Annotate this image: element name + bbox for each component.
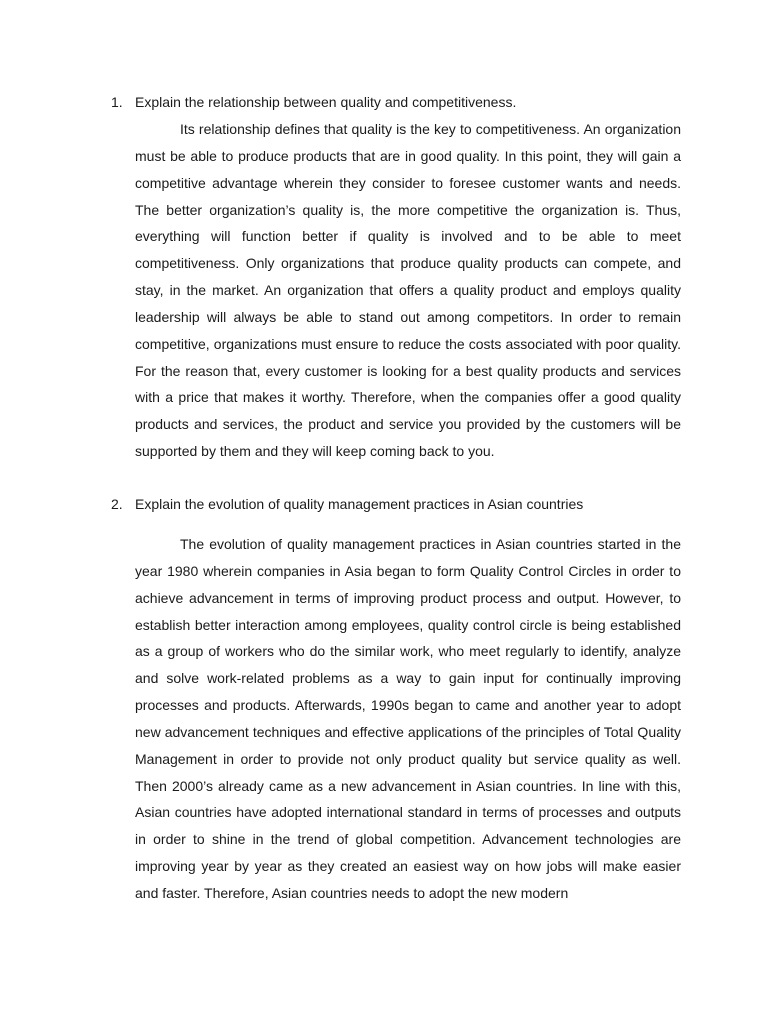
answer-paragraph-2: The evolution of quality management practices in Asian countries started in the year 1980 wherein companies in Asia began to form Quality Control Circles in order to achieve advancement in terms of improving product process and output. However, to establish better interaction among employees, quality control circle is being established as a group of workers who do the similar work, who meet regularly to identify, analyze and solve work-related problems as a way to gain input for continually improving processes and products. Afterwards, 1990s began to came and another year to adopt new advancement techniques and effective applications of the principles of Total Quality Management in order to provide not only product quality but service quality as well. Then 2000’s already came as a new advancement in Asian countries. In line with this, Asian countries have adopted international standard in terms of processes and outputs in order to shine in the trend of global competition. Advancement technologies are improving year by year as they created an easiest way on how jobs will make easier and faster. Therefore, Asian countries needs to adopt the new modern: [135, 536, 681, 901]
question-text-2: Explain the evolution of quality management practices in Asian countries: [135, 496, 584, 512]
answer-paragraph-1: Its relationship defines that quality is the key to competitiveness. An organization must be able to produce products that are in good quality. In this point, they will gain a competitive advantage wherein they consider to foresee customer wants and needs. The better organization’s quality is, the more competitive the organization is. Thus, everything will function better if quality is involved and to be able to meet competitiveness. Only organizations that produce quality products can compete, and stay, in the market. An organization that offers a quality product and employs quality leadership will always be able to stand out among competitors. In order to remain competitive, organizations must ensure to reduce the costs associated with poor quality. For the reason that, every customer is looking for a best quality products and services with a price that makes it worthy. Therefore, when the companies offer a good quality products and services, the product and service you provided by the customers will be supported by them and they will keep coming back to you.: [135, 121, 681, 460]
question-item-2: [111, 494, 681, 907]
question-number-1: 1.: [111, 94, 123, 110]
question-number-2: 2.: [111, 496, 123, 512]
question-heading-2: [111, 494, 681, 514]
question-heading-1: [111, 92, 681, 112]
question-item-1: [111, 92, 681, 465]
question-text-1: Explain the relationship between quality and competitiveness.: [135, 94, 517, 110]
